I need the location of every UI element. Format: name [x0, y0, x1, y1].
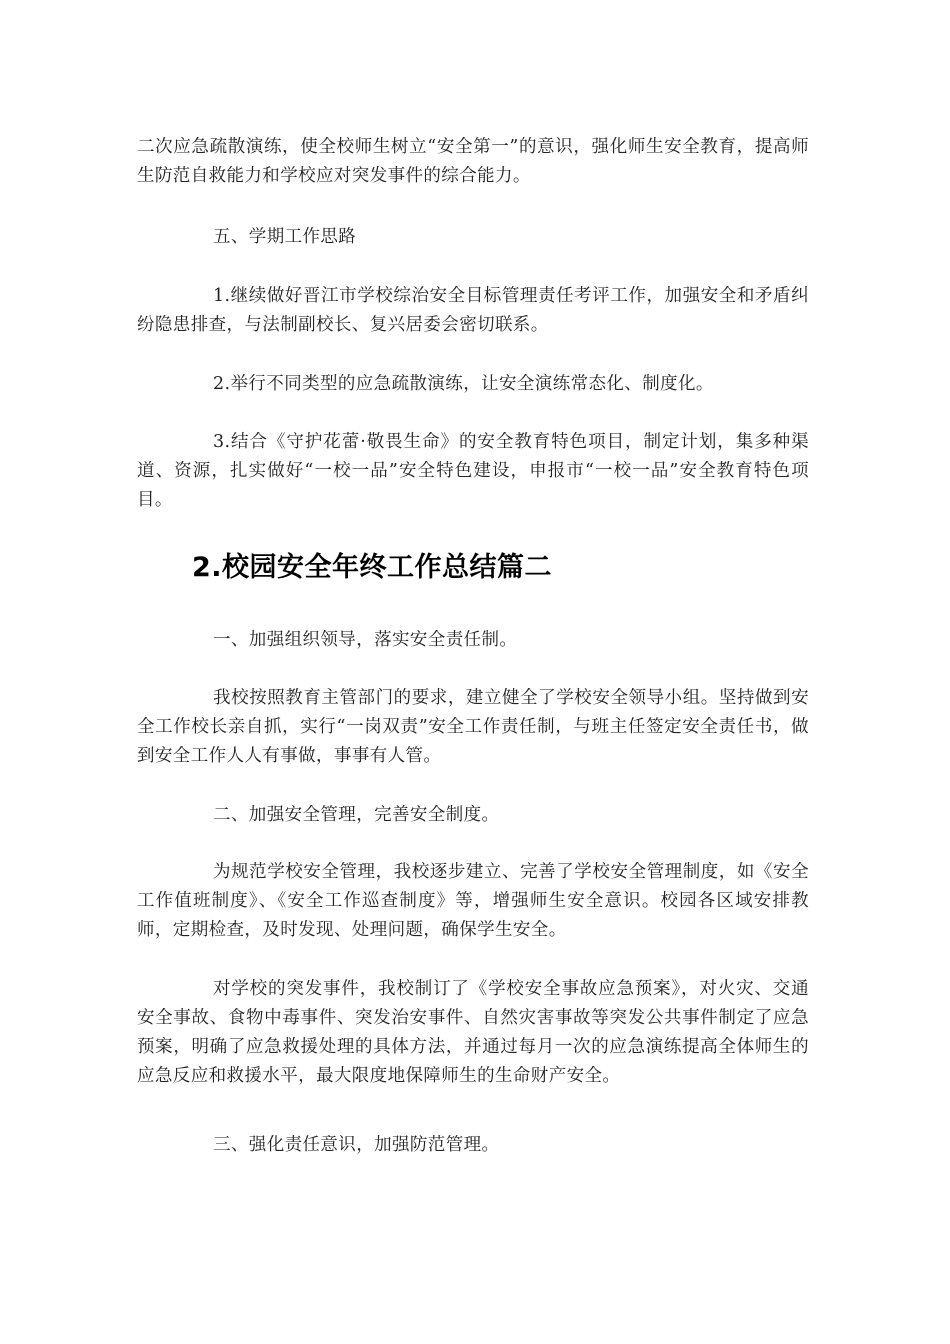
section-heading-one: 一、加强组织领导，落实安全责任制。 — [213, 630, 518, 650]
paragraph-item-3: 3.结合《守护花蕾·敬畏生命》的安全教育特色项目，制定计划，集多种渠道、资源，扎实做好“一校一品”安全特色建设，申报市“一校一品”安全教育特色项目。 — [137, 432, 809, 510]
section-heading-five: 五、学期工作思路 — [213, 227, 357, 247]
paragraph-management: 为规范学校安全管理，我校逐步建立、完善了学校安全管理制度，如《安全工作值班制度》、《安全工作巡查制度》等，增强师生安全意识。校园各区域安排教师，定期检查，及时发现、处理问题，确保学生安全。 — [137, 862, 809, 940]
paragraph-item-1: 1.继续做好晋江市学校综治安全目标管理责任考评工作，加强安全和矛盾纠纷隐患排查，与法制副校长、复兴居委会密切联系。 — [137, 286, 809, 335]
paragraph-emergency: 对学校的突发事件，我校制订了《学校安全事故应急预案》，对火灾、交通安全事故、食物中毒事件、突发治安事件、自然灾害事故等突发公共事件制定了应急预案，明确了应急救援处理的具体方法，并通过每月一次的应急演练提高全体师生的应急反应和救援水平，最大限度地保障师生的生命财产安全。 — [137, 979, 809, 1086]
section-heading-three: 三、强化责任意识，加强防范管理。 — [213, 1135, 500, 1155]
article-heading: 2.校园安全年终工作总结篇二 — [192, 552, 553, 583]
section-heading-two: 二、加强安全管理，完善安全制度。 — [213, 805, 500, 825]
paragraph-continuation: 二次应急疏散演练，使全校师生树立“安全第一”的意识，强化师生安全教育，提高师生防范自救能力和学校应对突发事件的综合能力。 — [137, 137, 809, 186]
paragraph-item-2: 2.举行不同类型的应急疏散演练，让安全演练常态化、制度化。 — [213, 374, 714, 394]
paragraph-leadership: 我校按照教育主管部门的要求，建立健全了学校安全领导小组。坚持做到安全工作校长亲自抓，实行“一岗双责”安全工作责任制，与班主任签定安全责任书，做到安全工作人人有事做，事事有人管。 — [137, 688, 809, 766]
